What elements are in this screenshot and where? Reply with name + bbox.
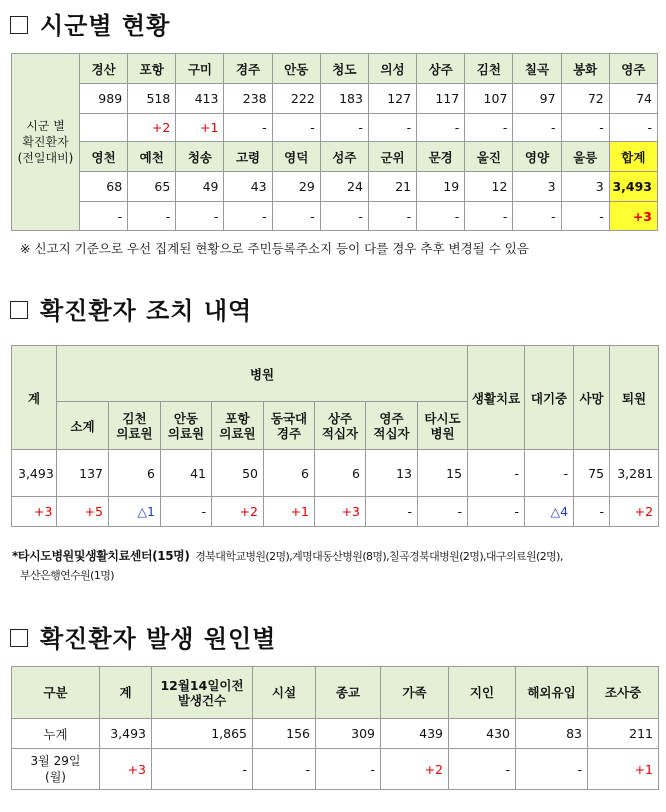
region-row bbox=[12, 172, 658, 202]
region-change-cell: - bbox=[224, 114, 272, 142]
region-name-cell: 포항 bbox=[128, 54, 176, 84]
header-line: 의료원 bbox=[219, 425, 256, 441]
patient-measures-table bbox=[11, 345, 659, 527]
cause-daily-cell: +2 bbox=[381, 749, 449, 790]
header-line: 동국대 bbox=[270, 410, 308, 426]
cause-header-cell bbox=[12, 667, 100, 719]
region-row bbox=[12, 142, 658, 172]
measure-value-cell: - bbox=[525, 450, 574, 497]
region-change-cell: - bbox=[368, 202, 416, 231]
header-line: 지인 bbox=[469, 685, 495, 700]
header-hospital-sub bbox=[109, 402, 161, 450]
region-name-cell: 군위 bbox=[368, 142, 416, 172]
region-count-cell: 97 bbox=[513, 84, 561, 114]
side-label-line: (전일대비) bbox=[17, 151, 74, 165]
measure-value-cell: 13 bbox=[366, 450, 418, 497]
region-name-cell: 성주 bbox=[320, 142, 368, 172]
region-name-cell: 울릉 bbox=[561, 142, 609, 172]
region-name-cell: 고령 bbox=[224, 142, 272, 172]
header-line: 가족 bbox=[402, 685, 427, 700]
cause-cumulative-cell: 430 bbox=[449, 719, 516, 749]
region-count-cell: 222 bbox=[272, 84, 320, 114]
measure-change-cell: +2 bbox=[610, 497, 659, 527]
region-count-cell: 3 bbox=[561, 172, 609, 202]
section-title-by-cause: 확진환자 발생 원인별 bbox=[8, 619, 276, 654]
header-total: 계 bbox=[12, 346, 57, 450]
header-waiting: 대기중 bbox=[525, 346, 574, 450]
measure-value-cell: 15 bbox=[418, 450, 468, 497]
footnote-text: 경북대학교병원(2명),계명대동산병원(8명),칠곡경북대병원(2명),대구의료원(2명), bbox=[195, 550, 563, 563]
region-count-cell: 65 bbox=[128, 172, 176, 202]
region-change-cell: - bbox=[224, 202, 272, 231]
header-line: 해외유입 bbox=[527, 685, 576, 700]
region-name-cell: 안동 bbox=[272, 54, 320, 84]
measure-value-cell: 3,493 bbox=[12, 450, 57, 497]
date-line: 3월 29일 bbox=[30, 754, 81, 768]
header-line: 12월14일이전 bbox=[160, 677, 244, 693]
header-death: 사망 bbox=[574, 346, 610, 450]
header-hospital-sub bbox=[366, 402, 418, 450]
region-count-cell: 29 bbox=[272, 172, 320, 202]
region-change-cell: - bbox=[272, 202, 320, 231]
region-name-cell: 청송 bbox=[176, 142, 224, 172]
measure-change-cell: - bbox=[161, 497, 212, 527]
measure-change-cell: +3 bbox=[315, 497, 366, 527]
measure-change-cell: - bbox=[418, 497, 468, 527]
cause-daily-cell: +3 bbox=[100, 749, 152, 790]
cause-header-cell bbox=[100, 667, 152, 719]
region-change-cell: - bbox=[320, 114, 368, 142]
region-count-cell: 238 bbox=[224, 84, 272, 114]
region-change-cell: - bbox=[465, 202, 513, 231]
total-count-cell: 3,493 bbox=[609, 172, 657, 202]
region-change-cell: - bbox=[561, 114, 609, 142]
region-change-cell: - bbox=[417, 114, 465, 142]
region-change-cell: - bbox=[272, 114, 320, 142]
cause-header-cell bbox=[316, 667, 381, 719]
cause-header-cell bbox=[588, 667, 659, 719]
header-line: 조사중 bbox=[604, 685, 642, 700]
measure-value-cell: 41 bbox=[161, 450, 212, 497]
header-line: 계 bbox=[119, 685, 132, 700]
cause-cumulative-cell: 3,493 bbox=[100, 719, 152, 749]
checkbox-square-icon bbox=[10, 629, 28, 647]
region-row bbox=[12, 84, 658, 114]
region-name-cell: 예천 bbox=[128, 142, 176, 172]
section-title-measures: 확진환자 조치 내역 bbox=[8, 291, 252, 326]
region-count-cell: 12 bbox=[465, 172, 513, 202]
region-change-cell: - bbox=[320, 202, 368, 231]
region-change-cell: - bbox=[513, 114, 561, 142]
region-count-cell: 43 bbox=[224, 172, 272, 202]
header-hospital-sub bbox=[418, 402, 468, 450]
header-line: 병원 bbox=[430, 425, 455, 441]
measure-change-cell: - bbox=[574, 497, 610, 527]
cause-daily-cell: - bbox=[152, 749, 253, 790]
region-name-cell: 영천 bbox=[80, 142, 128, 172]
measure-change-cell: △4 bbox=[525, 497, 574, 527]
region-name-cell: 의성 bbox=[368, 54, 416, 84]
measure-change-cell: - bbox=[468, 497, 525, 527]
region-count-cell: 19 bbox=[417, 172, 465, 202]
cause-cumulative-cell: 156 bbox=[253, 719, 316, 749]
region-row bbox=[12, 114, 658, 142]
cause-row-label: 누계 bbox=[12, 719, 100, 749]
measure-value-cell: 6 bbox=[315, 450, 366, 497]
cause-daily-cell: +1 bbox=[588, 749, 659, 790]
region-name-cell: 영주 bbox=[609, 54, 657, 84]
header-line: 구분 bbox=[43, 685, 68, 700]
footnote-bold: *타시도병원및생활치료센터(15명) bbox=[12, 549, 190, 563]
date-line: (월) bbox=[45, 770, 66, 784]
header-line: 타시도 bbox=[424, 410, 461, 426]
region-count-cell: 518 bbox=[128, 84, 176, 114]
cause-daily-cell: - bbox=[449, 749, 516, 790]
measure-value-cell: 50 bbox=[212, 450, 264, 497]
measure-value-cell: - bbox=[468, 450, 525, 497]
region-name-cell: 경산 bbox=[80, 54, 128, 84]
header-line: 시설 bbox=[271, 685, 297, 700]
measure-change-cell: +2 bbox=[212, 497, 264, 527]
region-row bbox=[12, 54, 658, 84]
footnote-line2: 부산은행연수원(1명) bbox=[20, 569, 114, 582]
region-change-cell: +2 bbox=[128, 114, 176, 142]
region-count-cell: 117 bbox=[417, 84, 465, 114]
region-change-cell: - bbox=[368, 114, 416, 142]
region-row bbox=[12, 202, 658, 231]
cause-cumulative-cell: 211 bbox=[588, 719, 659, 749]
section-title-by-region: 시군별 현황 bbox=[8, 6, 170, 41]
cause-date-label bbox=[12, 749, 100, 790]
region-name-cell: 울진 bbox=[465, 142, 513, 172]
header-line: 영주 bbox=[379, 410, 404, 426]
region-count-cell: 183 bbox=[320, 84, 368, 114]
region-name-cell: 경주 bbox=[224, 54, 272, 84]
cause-daily-cell: - bbox=[316, 749, 381, 790]
region-count-cell: 74 bbox=[609, 84, 657, 114]
header-hospital-sub bbox=[264, 402, 315, 450]
region-side-label bbox=[12, 54, 80, 231]
cause-daily-cell: - bbox=[516, 749, 588, 790]
region-name-cell: 칠곡 bbox=[513, 54, 561, 84]
region-name-cell: 청도 bbox=[320, 54, 368, 84]
checkbox-square-icon bbox=[10, 16, 28, 34]
region-change-cell: - bbox=[417, 202, 465, 231]
cause-cumulative-cell: 439 bbox=[381, 719, 449, 749]
cause-header-cell bbox=[516, 667, 588, 719]
region-name-cell: 상주 bbox=[417, 54, 465, 84]
region-change-cell: - bbox=[513, 202, 561, 231]
total-label-cell: 합계 bbox=[609, 142, 657, 172]
measure-value-cell: 137 bbox=[57, 450, 109, 497]
cause-header-cell bbox=[152, 667, 253, 719]
measure-value-cell: 3,281 bbox=[610, 450, 659, 497]
side-label-line: 확진환자 bbox=[22, 135, 69, 149]
measure-change-cell: +3 bbox=[12, 497, 57, 527]
header-hospital-sub bbox=[161, 402, 212, 450]
header-line: 발생건수 bbox=[177, 692, 227, 708]
header-line: 상주 bbox=[327, 410, 353, 426]
header-line: 의료원 bbox=[116, 425, 153, 441]
cause-header-cell bbox=[381, 667, 449, 719]
header-line: 김천 bbox=[122, 410, 147, 426]
region-change-cell: +1 bbox=[176, 114, 224, 142]
region-count-cell: 413 bbox=[176, 84, 224, 114]
region-change-cell: - bbox=[561, 202, 609, 231]
region-count-cell: 72 bbox=[561, 84, 609, 114]
region-name-cell: 구미 bbox=[176, 54, 224, 84]
hospital-footnote bbox=[12, 547, 563, 585]
region-count-cell: 127 bbox=[368, 84, 416, 114]
cause-daily-cell: - bbox=[253, 749, 316, 790]
header-subtotal: 소계 bbox=[57, 402, 109, 450]
header-line: 의료원 bbox=[167, 425, 205, 441]
cause-header-cell bbox=[449, 667, 516, 719]
header-hospital: 병원 bbox=[57, 346, 468, 402]
region-count-cell: 3 bbox=[513, 172, 561, 202]
header-line: 적십자 bbox=[373, 425, 410, 441]
measure-change-cell: +5 bbox=[57, 497, 109, 527]
region-count-cell: 107 bbox=[465, 84, 513, 114]
header-line: 경주 bbox=[276, 425, 302, 441]
region-count-cell: 49 bbox=[176, 172, 224, 202]
cause-cumulative-cell: 83 bbox=[516, 719, 588, 749]
region-status-table bbox=[11, 53, 658, 231]
region-change-cell: - bbox=[80, 202, 128, 231]
measure-change-cell: △1 bbox=[109, 497, 161, 527]
region-count-cell: 68 bbox=[80, 172, 128, 202]
header-hospital-sub bbox=[315, 402, 366, 450]
region-count-cell: 21 bbox=[368, 172, 416, 202]
region-change-cell bbox=[80, 114, 128, 142]
header-line: 적십자 bbox=[321, 425, 359, 441]
region-change-cell: - bbox=[128, 202, 176, 231]
region-name-cell: 김천 bbox=[465, 54, 513, 84]
header-life-treatment: 생활치료 bbox=[468, 346, 525, 450]
region-count-cell: 989 bbox=[80, 84, 128, 114]
region-name-cell: 영양 bbox=[513, 142, 561, 172]
measure-change-cell: - bbox=[366, 497, 418, 527]
header-hospital-sub bbox=[212, 402, 264, 450]
region-name-cell: 봉화 bbox=[561, 54, 609, 84]
header-line: 안동 bbox=[173, 410, 199, 426]
side-label-line: 시군 별 bbox=[26, 119, 65, 133]
region-change-cell: - bbox=[609, 114, 657, 142]
measure-change-cell: +1 bbox=[264, 497, 315, 527]
region-name-cell: 영덕 bbox=[272, 142, 320, 172]
header-line: 종교 bbox=[335, 685, 361, 700]
cause-header-cell bbox=[253, 667, 316, 719]
cause-table bbox=[11, 666, 659, 790]
header-line: 포항 bbox=[225, 410, 250, 426]
region-name-cell: 문경 bbox=[417, 142, 465, 172]
region-change-cell: - bbox=[465, 114, 513, 142]
cause-cumulative-cell: 1,865 bbox=[152, 719, 253, 749]
header-discharge: 퇴원 bbox=[610, 346, 659, 450]
region-change-cell: - bbox=[176, 202, 224, 231]
measure-value-cell: 6 bbox=[264, 450, 315, 497]
total-change-cell: +3 bbox=[609, 202, 657, 231]
measure-value-cell: 75 bbox=[574, 450, 610, 497]
measure-value-cell: 6 bbox=[109, 450, 161, 497]
checkbox-square-icon bbox=[10, 301, 28, 319]
cause-cumulative-cell: 309 bbox=[316, 719, 381, 749]
region-count-cell: 24 bbox=[320, 172, 368, 202]
region-note: ※ 신고지 기준으로 우선 집계된 현황으로 주민등록주소지 등이 다를 경우 추후 변경될 수 있음 bbox=[20, 241, 529, 256]
